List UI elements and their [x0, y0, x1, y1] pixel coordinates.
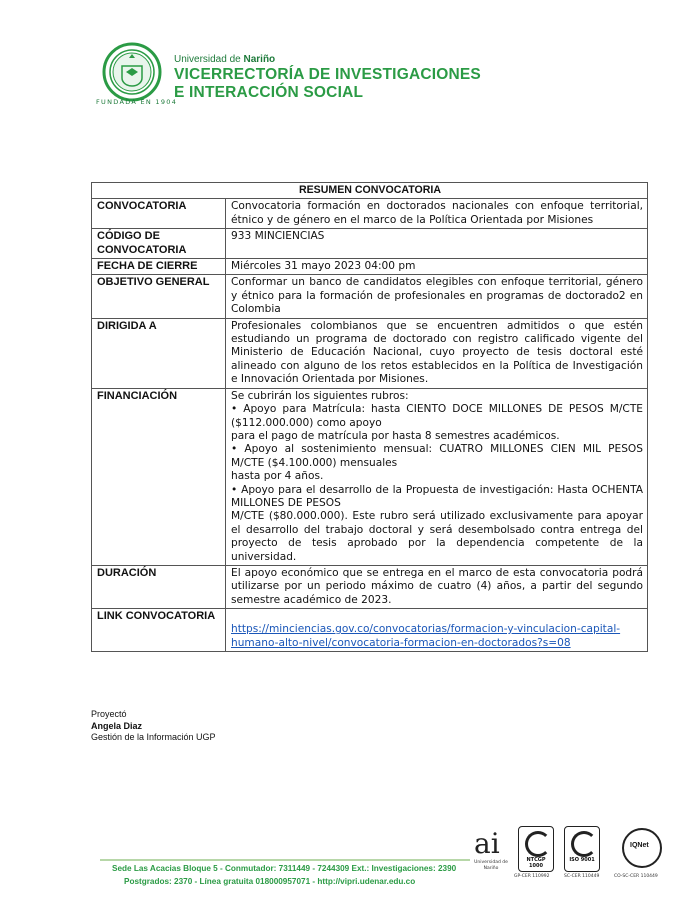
row-label: FINANCIACIÓN: [92, 388, 226, 565]
ai-caption: Universidad de Nariño: [474, 860, 508, 871]
letterhead: [96, 40, 481, 110]
cert-code: SC-CER 110449: [564, 874, 600, 879]
table-row: [92, 229, 648, 259]
table-title-row: [92, 183, 648, 199]
icontec-icon: [525, 831, 551, 857]
row-label: LINK CONVOCATORIA: [92, 609, 226, 652]
cert-code: CO-SC-CER 110449: [614, 874, 658, 879]
call-link[interactable]: https://minciencias.gov.co/convocatorias/formacion-y-vinculacion-capital-humano-alto-nivel/convocatoria-formacion-en-doctorados?s=08: [231, 623, 621, 649]
row-value: Profesionales colombianos que se encuentren admitidos o que estén estudiando un programa de doctorado con registro calificado vigente del Ministerio de Educación Nacional, cuyo proyecto de tesis doctoral esté alineado con alguno de los retos establecidos en la Política de Investigación e Innovación Orientada por Misiones.: [226, 318, 648, 388]
funding-line: • Apoyo para el desarrollo de la Propuesta de investigación: Hasta OCHENTA MILLONES DE PESOS: [231, 483, 643, 509]
funding-line: • Apoyo para Matrícula: hasta CIENTO DOCE MILLONES DE PESOS M/CTE ($112.000.000) como apoyo: [231, 403, 643, 429]
icontec-icon: [571, 831, 597, 857]
icontec-iso-badge: ISO 9001: [564, 826, 600, 872]
row-label: DIRIGIDA A: [92, 318, 226, 388]
icontec-ntcgp-badge: NTCGP 1000: [518, 826, 554, 872]
funding-line: para el pago de matrícula por hasta 8 semestres académicos.: [231, 429, 560, 442]
table-row: [92, 275, 648, 318]
funding-line: Se cubrirán los siguientes rubros:: [231, 389, 409, 402]
summary-table: [91, 182, 648, 652]
table-row: [92, 609, 648, 652]
university-seal-icon: [102, 42, 162, 102]
row-value: 933 MINCIENCIAS: [226, 229, 648, 259]
funding-line: hasta por 4 años.: [231, 470, 324, 483]
iqnet-badge: IQNet: [622, 828, 662, 868]
office-name-line2: E INTERACCIÓN SOCIAL: [174, 84, 364, 101]
funding-line: M/CTE ($80.000.000). Este rubro será utilizado exclusivamente para apoyar el desarrollo del trabajo doctoral y será desembolsado contra entrega del proyecto de tesis aprobado por la dependencia competente de la universidad.: [231, 510, 643, 563]
signature-unit: Gestión de la Información UGP: [91, 732, 216, 742]
row-label: OBJETIVO GENERAL: [92, 275, 226, 318]
table-title: RESUMEN CONVOCATORIA: [92, 183, 648, 199]
signature-block: [91, 709, 216, 744]
footer-contact: Postgrados: 2370 - Línea gratuita 018000957071 - http://vipri.udenar.edu.co: [124, 877, 416, 886]
row-label: DURACIÓN: [92, 565, 226, 608]
table-row: [92, 199, 648, 229]
row-value: Miércoles 31 mayo 2023 04:00 pm: [226, 259, 648, 275]
funding-line: • Apoyo al sostenimiento mensual: CUATRO MILLONES CIEN MIL PESOS M/CTE ($4.100.000) mensuales: [231, 443, 643, 469]
row-value: Convocatoria formación en doctorados nacionales con enfoque territorial, étnico y de género en el marco de la Política Orientada por Misiones: [226, 199, 648, 229]
office-name-line1: VICERRECTORÍA DE INVESTIGACIONES: [174, 66, 481, 83]
row-value: El apoyo económico que se entrega en el marco de esta convocatoria podrá utilizarse por un periodo máximo de cuatro (4) años, a partir del segundo semestre académico de 2023.: [226, 565, 648, 608]
signature-name: Angela Diaz: [91, 720, 143, 731]
row-value: Conformar un banco de candidatos elegibles con enfoque territorial, género y étnico para la formación de profesionales en programas de doctorado2 en Colombia: [226, 275, 648, 318]
certification-logos: [468, 824, 664, 894]
footer-address: Sede Las Acacias Bloque 5 - Conmutador: 7311449 - 7244309 Ext.: Investigaciones: 2390: [112, 864, 457, 873]
row-label: CONVOCATORIA: [92, 199, 226, 229]
footer-divider: [100, 859, 470, 861]
table-row: [92, 259, 648, 275]
university-name: Universidad de Nariño: [174, 54, 276, 65]
table-row: [92, 388, 648, 565]
table-row: [92, 318, 648, 388]
cert-code: GP-CER 110992: [514, 874, 550, 879]
signature-role: Proyectó: [91, 709, 127, 719]
row-label: CÓDIGO DE CONVOCATORIA: [92, 229, 226, 259]
ai-logo: ai: [474, 827, 500, 860]
row-value: [226, 388, 648, 565]
row-label: FECHA DE CIERRE: [92, 259, 226, 275]
table-row: [92, 565, 648, 608]
founded-year: FUNDADA EN 1904: [96, 98, 178, 106]
row-value: [226, 609, 648, 652]
